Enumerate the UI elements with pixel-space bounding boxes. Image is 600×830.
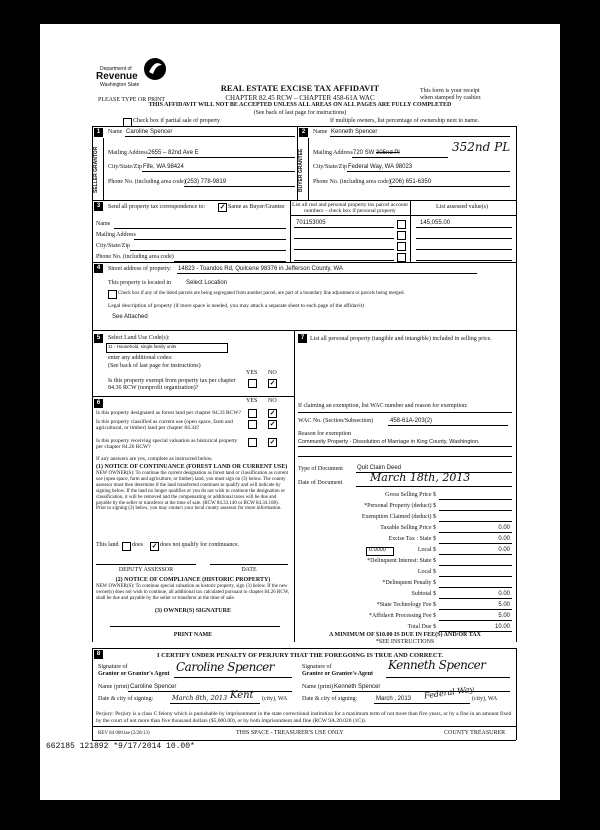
- reason-label: Reason for exemption: [298, 431, 351, 437]
- section-2-badge: 2: [299, 128, 308, 137]
- current-use-no-checkbox[interactable]: ✓: [269, 421, 276, 428]
- forest-land-question: Is this property designated as forest land per chapter 84.33 RCW?: [96, 410, 241, 416]
- exemption-reason[interactable]: Community Property - Dissolution of Marriage in King County, Washington.: [298, 439, 480, 445]
- fee-row-value[interactable]: 10.00: [494, 624, 510, 630]
- fee-row-label: Taxable Selling Price $: [380, 525, 436, 531]
- see-instructions-note: *SEE INSTRUCTIONS: [375, 639, 435, 645]
- section-5-badge: 5: [94, 334, 103, 343]
- exempt-yes-checkbox[interactable]: [248, 379, 257, 388]
- land-use-label: Select Land Use Code(s):: [108, 335, 170, 341]
- located-in-select[interactable]: Select Location: [186, 280, 228, 286]
- doc-type-label: Type of Document: [298, 466, 343, 472]
- section-8-badge: 8: [94, 650, 103, 659]
- fee-row-label: Local $: [417, 547, 436, 553]
- grantor-name-label: Name (print): [98, 684, 130, 690]
- personal-property-checkbox-3[interactable]: [397, 242, 406, 251]
- exempt-question: Is this property exempt from property tax per chapter 84.36 RCW (nonprofit organization)?: [108, 378, 236, 391]
- grantee-date[interactable]: March , 2013: [376, 696, 412, 702]
- historic-yes-checkbox[interactable]: [248, 438, 257, 447]
- legal-description-label: Legal description of property (if more space is needed, you may attach a separate sheet to each page of the affidavit): [108, 303, 364, 309]
- street-address-label: Street address of property:: [108, 266, 172, 272]
- located-in-label: This property is located in: [108, 280, 171, 286]
- grantor-sig-label2: Grantor or Grantor's Agent: [98, 671, 170, 677]
- does-not-checkbox[interactable]: ✓: [151, 543, 158, 550]
- fee-row-line: [439, 543, 512, 544]
- fee-row-line: [439, 521, 512, 522]
- buyer-city-label: City/State/Zip: [313, 164, 347, 170]
- land-use-code: 11 - Household, single family units: [108, 344, 177, 349]
- grantee-city[interactable]: Federal Way: [423, 684, 475, 701]
- notice1-body: NEW OWNER(S): To continue the current designation as forest land or classification as current use (open space, farm and agriculture, or timber) land, you must sign on (3) below. The county assessor must then determine if the land transferred continues to qualify and will indicate by signing below. If the land no longer qualifies or you do not wish to continue the designation or classification, it will be removed and the compensating or additional taxes will be due and payable by the seller or transferor at the time of sale. (RCW 84.33.140 or RCW 84.34.108). Prior to signing (3) below, you may contact your local county assessor for more information.: [96, 471, 289, 512]
- seller-side-label: SELLER GRANTOR: [93, 146, 99, 194]
- seller-phone[interactable]: (253) 778-9819: [185, 179, 227, 185]
- notice2-body: NEW OWNER(S): To continue special valuation as historic property, sign (3) below. If the new owner(s) does not wish to continue, all additional tax calculated pursuant to chapter 84.26 RCW, shall be due and payable by the seller or transferor at the time of sale.: [96, 584, 290, 601]
- same-as-buyer-checkbox[interactable]: ✓: [219, 204, 226, 211]
- dept-line2: Revenue: [96, 71, 138, 82]
- buyer-phone[interactable]: (206) 651-6350: [390, 179, 432, 185]
- deputy-assessor-label: DEPUTY ASSESSOR: [118, 567, 174, 573]
- revenue-logo-icon: [142, 56, 168, 82]
- grantee-signature[interactable]: Kenneth Spencer: [388, 658, 486, 672]
- fee-row-label: *Delinquent Interest: State $: [367, 558, 436, 564]
- grantor-city[interactable]: Kent: [230, 690, 254, 701]
- owner-signature-label: (3) OWNER(S) SIGNATURE: [155, 608, 231, 614]
- fee-row-line: [439, 609, 512, 610]
- see-back-note: (See back of last page for instructions): [253, 110, 347, 116]
- local-rate: 0.0000: [369, 547, 386, 553]
- parcel-list-header: List all real and personal property tax parcel account numbers – check box if personal property: [292, 202, 408, 214]
- segregated-checkbox[interactable]: [108, 290, 117, 299]
- dept-line1: Department of: [100, 66, 132, 72]
- personal-property-checkbox-1[interactable]: [397, 220, 406, 229]
- grantee-name[interactable]: Kenneth Spencer: [334, 684, 381, 690]
- personal-property-checkbox-2[interactable]: [397, 231, 406, 240]
- grantee-sig-label1: Signature of: [302, 664, 332, 670]
- current-use-yes-checkbox[interactable]: [248, 420, 257, 429]
- assessed-value[interactable]: 145,055.00: [420, 220, 451, 226]
- doc-type[interactable]: Quit Claim Deed: [357, 465, 402, 471]
- grantor-sig-label1: Signature of: [98, 664, 128, 670]
- does-not-label: does not qualify for continuance.: [160, 542, 240, 548]
- personal-property-label: List all personal property (tangible and intangible) included in selling price.: [310, 336, 492, 342]
- notice2-title: (2) NOTICE OF COMPLIANCE (HISTORIC PROPERTY): [115, 577, 271, 583]
- historic-question: Is this property receiving special valuation as historical property per chapter 84.26 RCW?: [96, 438, 238, 450]
- fee-row-label: Excise Tax : State $: [388, 536, 436, 542]
- assessor-date-label: DATE: [241, 567, 257, 573]
- seller-phone-label: Phone No. (including area code): [108, 179, 186, 185]
- grantee-city-wa: (city), WA: [472, 696, 498, 702]
- sec6-yes-header: YES: [246, 398, 258, 404]
- corr-name-label: Name: [96, 221, 111, 227]
- buyer-mailing[interactable]: 720 SW: [353, 150, 375, 156]
- affidavit-page: [40, 24, 560, 800]
- fee-row-label: Local $: [417, 569, 436, 575]
- fee-row-line: [439, 587, 512, 588]
- fee-row-line: [439, 499, 512, 500]
- fee-row-line: [439, 510, 512, 511]
- fee-row-label: Subtotal $: [411, 591, 436, 597]
- fee-row-label: Total Due $: [407, 624, 436, 630]
- section-3-badge: 3: [94, 202, 103, 211]
- revenue-logo: [94, 62, 164, 92]
- does-checkbox[interactable]: [122, 542, 131, 551]
- grantor-date-label: Date & city of signing:: [98, 696, 154, 702]
- minimum-due-note: A MINIMUM OF $10.00 IS DUE IN FEE(S) AND/OR TAX: [329, 632, 481, 638]
- rev-number: REV 84 0001ae (2/28/13): [98, 731, 150, 736]
- assessed-value-header: List assessed value(s): [436, 204, 488, 210]
- fee-row-line: [439, 532, 512, 533]
- multiple-owners-note: If multiple owners, list percentage of ownership next to name.: [330, 118, 480, 124]
- personal-property-checkbox-4[interactable]: [397, 253, 406, 262]
- forest-no-checkbox[interactable]: ✓: [269, 410, 276, 417]
- grantee-sig-label2: Grantee or Grantee's Agent: [302, 671, 374, 677]
- section-4-badge: 4: [94, 264, 103, 273]
- segregated-label: Check box if any of the listed parcels are being segregated from another parcel, are part of a boundary line adjustment or parcels being merged.: [118, 291, 405, 296]
- does-label: does: [132, 542, 143, 548]
- fee-row-label: *Personal Property (deduct) $: [364, 503, 436, 509]
- buyer-mailing-struck: 305nd Pl: [376, 150, 400, 156]
- same-as-buyer-label: Same as Buyer/Grantee: [228, 204, 285, 210]
- land-use-see-back: (See back of last page for instructions): [108, 363, 201, 369]
- wac-number[interactable]: 458-61A-203(2): [390, 418, 433, 424]
- fee-row-label: Exemption Claimed (deduct) $: [361, 514, 436, 520]
- fee-row-line: [439, 554, 512, 555]
- recording-stamp: 662185 121892 *9/17/2014 10.00*: [46, 742, 195, 751]
- sec6-no-header: NO: [268, 398, 277, 404]
- receipt-line1: This form is your receipt: [420, 88, 480, 94]
- fee-row-value[interactable]: 5.00: [498, 613, 510, 619]
- fee-row-line: [439, 576, 512, 577]
- doc-date-label: Date of Document: [298, 480, 343, 486]
- grantor-name[interactable]: Caroline Spencer: [130, 684, 177, 690]
- fee-row-value[interactable]: 0.00: [498, 547, 510, 553]
- treasurer-use-only: THIS SPACE - TREASURER'S USE ONLY: [236, 730, 344, 736]
- fee-row-value[interactable]: 5.00: [498, 602, 510, 608]
- seller-mailing[interactable]: 2655 – 82nd Ave E: [148, 150, 199, 156]
- grantee-name-label: Name (print): [302, 684, 334, 690]
- corr-city-label: City/State/Zip: [96, 243, 130, 249]
- doc-date[interactable]: March 18th, 2013: [370, 471, 471, 484]
- this-land-label: This land: [96, 542, 119, 548]
- buyer-mailing-label: Mailing Address: [313, 150, 353, 156]
- fee-row-line: [439, 565, 512, 566]
- fee-row-value[interactable]: 0.00: [498, 525, 510, 531]
- buyer-side-label: BUYER GRANTEE: [298, 148, 304, 192]
- exemption-label: If claiming an exemption, list WAC number and reason for exemption:: [298, 403, 468, 409]
- fee-row-label: *Affidavit Processing Fee $: [368, 613, 436, 619]
- form-chapter: CHAPTER 82.45 RCW – CHAPTER 458-61A WAC: [225, 94, 375, 102]
- buyer-name-label: Name: [313, 129, 328, 135]
- county-treasurer: COUNTY TREASURER: [444, 730, 506, 736]
- buyer-address-correction: 352nd PL: [452, 140, 511, 154]
- current-use-question: Is this property classified as current use (open space, farm and agricultural, or timber) land per chapter 84.34?: [96, 419, 233, 431]
- fee-row-value[interactable]: 0.00: [498, 536, 510, 542]
- fee-row-label: Gross Selling Price $: [385, 492, 436, 498]
- seller-city[interactable]: Fife, WA 98424: [143, 164, 184, 170]
- sec5-no-header: NO: [268, 370, 277, 376]
- wac-label: WAC No. (Section/Subsection): [298, 418, 374, 424]
- corr-phone-label: Phone No. (including area code): [96, 254, 174, 260]
- fee-row-label: *Delinquent Penalty $: [382, 580, 436, 586]
- not-accepted-note: THIS AFFIDAVIT WILL NOT BE ACCEPTED UNLESS ALL AREAS ON ALL PAGES ARE FULLY COMPLETED: [148, 102, 452, 108]
- partial-sale-label: Check box if partial sale of property: [133, 118, 220, 124]
- buyer-city[interactable]: Federal Way, WA 98023: [348, 164, 413, 170]
- parcel-number[interactable]: 701153005: [296, 220, 326, 226]
- additional-codes-label: enter any additional codes:: [108, 355, 173, 361]
- seller-name-label: Name: [108, 129, 123, 135]
- grantor-city-wa: (city), WA: [262, 696, 288, 702]
- type-or-print: PLEASE TYPE OR PRINT: [98, 97, 166, 103]
- grantor-signature[interactable]: Caroline Spencer: [176, 660, 274, 674]
- seller-city-label: City/State/Zip: [108, 164, 142, 170]
- fee-row-line: [439, 620, 512, 621]
- buyer-name[interactable]: Kenneth Spencer: [331, 129, 378, 135]
- exempt-no-checkbox[interactable]: ✓: [269, 380, 276, 387]
- section-7-badge: 7: [298, 334, 307, 343]
- street-address[interactable]: 14823 - Toandos Rd, Quilcene 98376 in Jefferson County, WA: [178, 266, 343, 272]
- corr-mailing-label: Mailing Address: [96, 232, 136, 238]
- if-yes-note: If any answers are yes, complete as instructed below.: [96, 456, 213, 462]
- form-title: REAL ESTATE EXCISE TAX AFFIDAVIT: [220, 83, 380, 93]
- fee-row-value[interactable]: 0.00: [498, 591, 510, 597]
- historic-no-checkbox[interactable]: ✓: [269, 439, 276, 446]
- seller-mailing-label: Mailing Address: [108, 150, 148, 156]
- see-attached: See Attached: [112, 314, 148, 320]
- grantor-date[interactable]: March 8th, 2013: [172, 694, 228, 702]
- dept-line3: Washington State: [100, 82, 140, 88]
- fee-row-line: [439, 598, 512, 599]
- section-1-badge: 1: [94, 128, 103, 137]
- seller-name[interactable]: Caroline Spencer: [126, 129, 173, 135]
- send-correspondence-label: Send all property tax correspondence to:: [108, 204, 206, 210]
- section-6-badge: 6: [94, 399, 103, 408]
- notice1-title: (1) NOTICE OF CONTINUANCE (FOREST LAND OR CURRENT USE): [96, 464, 288, 470]
- sec5-yes-header: YES: [246, 370, 258, 376]
- certify-statement: I CERTIFY UNDER PENALTY OF PERJURY THAT THE FOREGOING IS TRUE AND CORRECT.: [156, 652, 443, 659]
- receipt-line2: when stamped by cashier.: [420, 95, 482, 101]
- grantee-date-label: Date & city of signing:: [302, 696, 358, 702]
- buyer-phone-label: Phone No. (including area code): [313, 179, 391, 185]
- fee-row-label: *State Technology Fee $: [376, 602, 436, 608]
- perjury-note: Perjury: Perjury is a class C felony which is punishable by imprisonment in the state correctional institution for a maximum term of not more than five years, or by a fine in an amount fixed by the court of not more than five thousand dollars ($5,000.00), or by both imprisonment and fine (RCW 9A.20.020 (1C)).: [96, 711, 512, 724]
- forest-yes-checkbox[interactable]: [248, 409, 257, 418]
- print-name-label: PRINT NAME: [173, 632, 213, 638]
